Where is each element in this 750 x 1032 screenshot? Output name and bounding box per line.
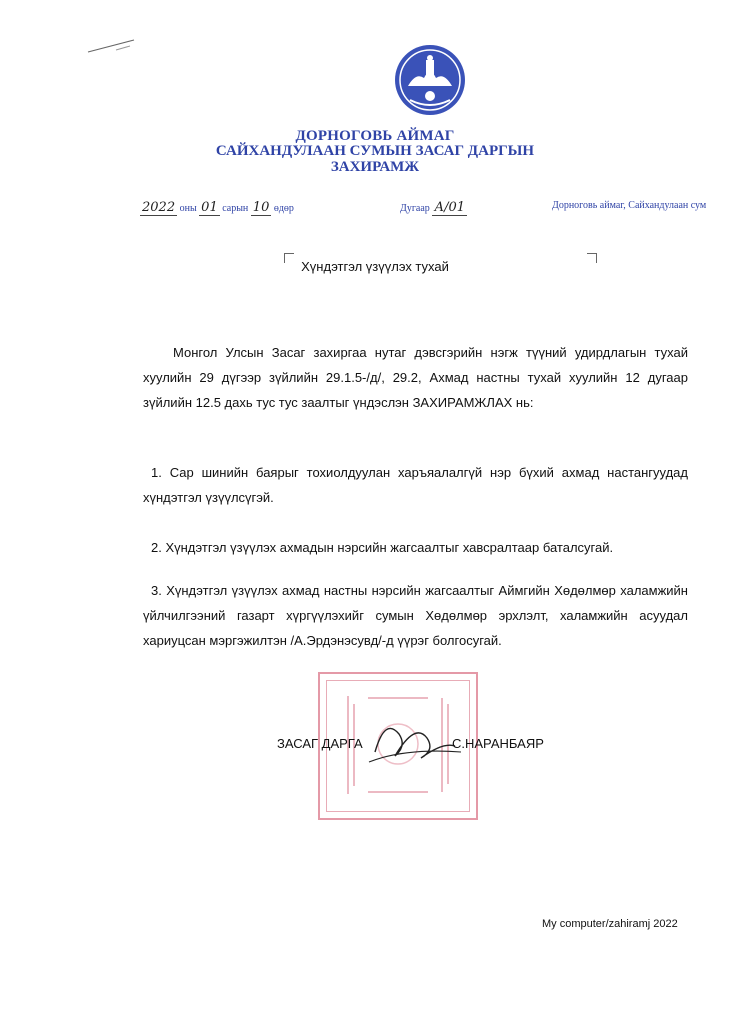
decree-item-2: 2. Хүндэтгэл үзүүлэх ахмадын нэрсийн жагсаалтыг хавсралтаар баталсугай. <box>151 540 614 555</box>
decree-date <box>140 200 294 215</box>
decree-preamble: Монгол Улсын Засаг захиргаа нутаг дэвсгэрийн нэгж түүний удирдлагын тухай хуулийн 29 дүгээр зүйлийн 29.1.5-/д/, 29.2, Ахмад настны тухай хуулийн 12 дугаар зүйлийн 12.5 дахь тус тус заалтыг үндэслэн ЗАХИРАМЖЛАХ нь: <box>143 345 688 410</box>
signatory-title: ЗАСАГ ДАРГА <box>277 736 363 751</box>
date-month-suffix: сарын <box>219 203 251 214</box>
date-month: 01 <box>201 200 218 215</box>
date-day-suffix: өдөр <box>271 203 294 214</box>
state-emblem-icon <box>392 42 468 118</box>
date-year: 2022 <box>142 200 176 215</box>
decree-location: Дорноговь аймаг, Сайхандулаан сум <box>552 200 707 211</box>
signatory-name: С.НАРАНБАЯР <box>452 736 544 751</box>
pen-mark <box>86 38 136 54</box>
header-decree: ЗАХИРАМЖ <box>330 159 420 175</box>
header-sum-governor: САЙХАНДУЛААН СУМЫН ЗАСАГ ДАРГЫН <box>215 143 535 159</box>
date-year-suffix: оны <box>177 203 200 214</box>
decree-number <box>400 200 467 215</box>
header-aimag: ДОРНОГОВЬ АЙМАГ <box>295 128 455 144</box>
number-value: А/01 <box>434 200 466 215</box>
file-path-footer: My computer/zahiramj 2022 <box>542 918 678 930</box>
decree-subject: Хүндэтгэл үзүүлэх тухай <box>301 259 449 274</box>
handwritten-signature <box>365 712 465 772</box>
decree-item-3: 3. Хүндэтгэл үзүүлэх ахмад настны нэрсийн жагсаалтыг Аймгийн Хөдөлмөр халамжийн үйлчилгээний газарт хүргүүлэхийг сумын Хөдөлмөр эрхлэлт, халамжийн асуудал хариуцсан мэргэжилтэн /А.Эрдэнэсувд/-д үүрэг болгосугай. <box>143 583 688 648</box>
decree-item-1: 1. Сар шинийн баярыг тохиолдуулан харъяалалгүй нэр бүхий ахмад настангуудад хүндэтгэл үзүүлсүгэй. <box>143 465 688 505</box>
number-label: Дугаар <box>400 203 433 214</box>
date-day: 10 <box>252 200 270 215</box>
